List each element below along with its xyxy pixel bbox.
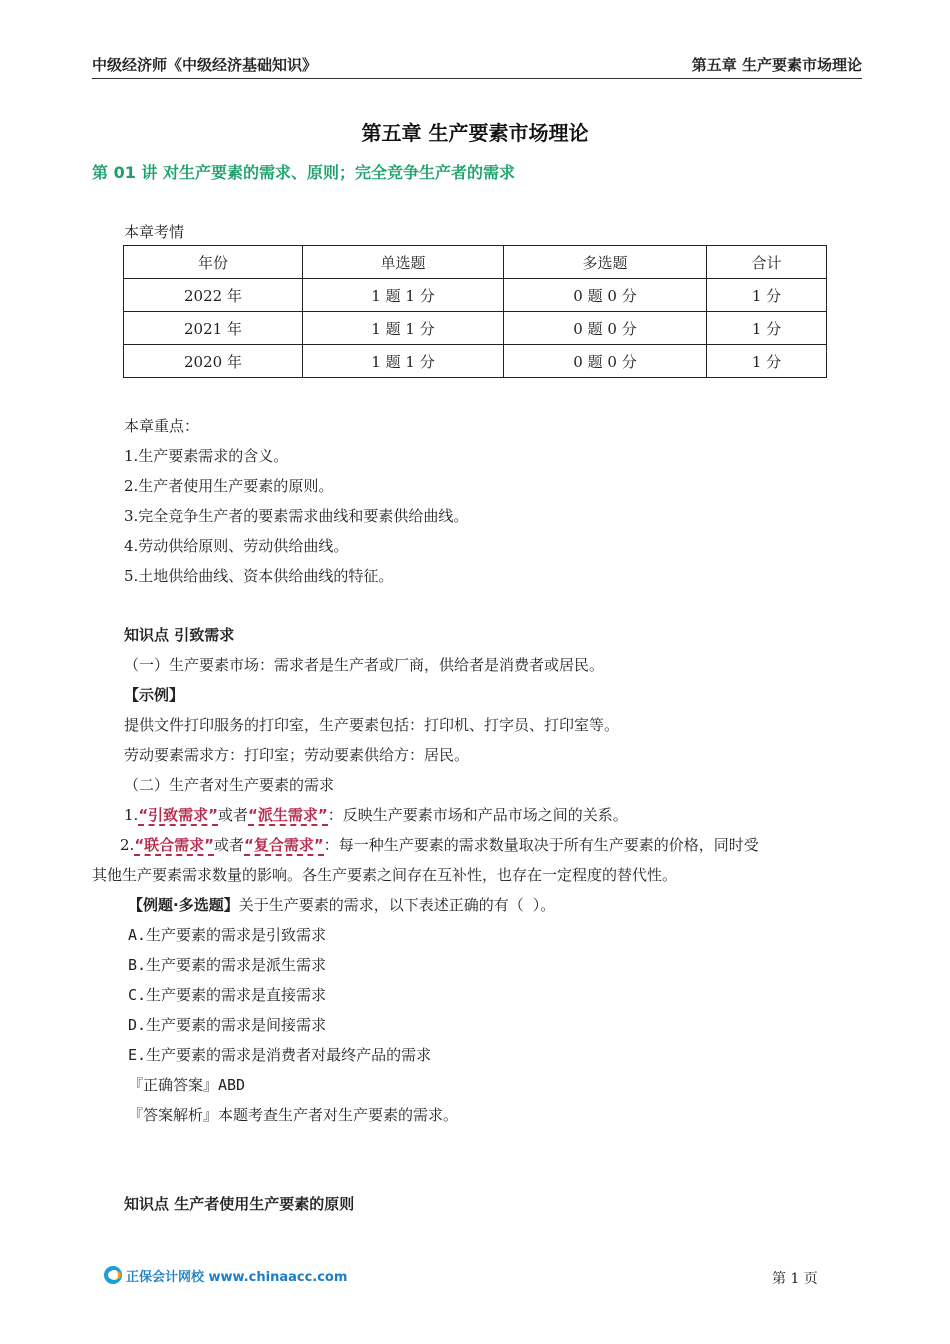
highlight-term: “派生需求” [248,806,328,824]
item-number: 1. [124,806,139,824]
item-number: 2. [120,836,135,854]
item-text: ：每一种生产要素的需求数量取决于所有生产要素的价格，同时受 [323,836,759,854]
table-header-cell: 合计 [707,246,827,279]
connector-text: 或者 [214,836,245,854]
key-points-label: 本章重点： [124,417,200,435]
paragraph: 提供文件打印服务的打印室，生产要素包括：打印机、打字员、打印室等。 [124,716,620,734]
table-cell: 1 分 [707,312,827,345]
question-text: 关于生产要素的需求，以下表述正确的有（ ）。 [238,896,556,914]
table-cell: 1 分 [707,279,827,312]
demand-item-1 [124,805,628,825]
connector-text: 或者 [218,806,249,824]
highlight-term: “联合需求” [134,836,215,854]
table-row [124,279,827,312]
paragraph: 劳动要素需求方：打印室；劳动要素供给方：居民。 [124,746,470,764]
key-point: 5.土地供给曲线、资本供给曲线的特征。 [124,567,394,585]
table-cell: 1 题 1 分 [303,279,504,312]
paragraph: （二）生产者对生产要素的需求 [124,776,335,794]
demand-item-2 [120,835,759,855]
table-cell: 2020 年 [124,345,303,378]
footer-logo[interactable] [104,1264,347,1286]
table-header-row [124,246,827,279]
page-header [92,52,862,79]
key-point: 2.生产者使用生产要素的原则。 [124,477,334,495]
question-option: B.生产要素的需求是派生需求 [128,956,327,974]
key-point: 3.完全竞争生产者的要素需求曲线和要素供给曲线。 [124,507,469,525]
header-chapter-title: 第五章 生产要素市场理论 [691,56,862,74]
table-row [124,312,827,345]
paragraph: （一）生产要素市场：需求者是生产者或厂商，供给者是消费者或居民。 [124,656,605,674]
exam-label: 本章考情 [124,223,185,241]
table-cell: 0 题 0 分 [504,279,707,312]
key-point: 4.劳动供给原则、劳动供给曲线。 [124,537,349,555]
question-tag: 【例题·多选题】 [128,896,239,914]
knowledge-point-heading: 知识点 引致需求 [124,626,235,644]
knowledge-point-heading: 知识点 生产者使用生产要素的原则 [124,1195,355,1213]
table-cell: 1 题 1 分 [303,312,504,345]
question-stem [128,895,555,915]
lecture-title: 第 01 讲 对生产要素的需求、原则；完全竞争生产者的需求 [92,163,515,182]
example-label: 【示例】 [124,686,185,704]
logo-text: 正保会计网校 www.chinaacc.com [126,1269,348,1285]
table-header-cell: 年份 [124,246,303,279]
exam-table [123,245,827,378]
correct-answer: 『正确答案』ABD [128,1076,246,1094]
table-cell: 0 题 0 分 [504,312,707,345]
item-text: ：反映生产要素市场和产品市场之间的关系。 [327,806,628,824]
page-number: 第 1 页 [772,1271,818,1287]
question-option: E.生产要素的需求是消费者对最终产品的需求 [128,1046,432,1064]
chapter-title: 第五章 生产要素市场理论 [361,121,589,145]
paragraph: 其他生产要素需求数量的影响。各生产要素之间存在互补性，也存在一定程度的替代性。 [92,866,678,884]
highlight-term: “引致需求” [138,806,219,824]
table-cell: 0 题 0 分 [504,345,707,378]
table-header-cell: 多选题 [504,246,707,279]
highlight-term: “复合需求” [244,836,324,854]
header-book-title: 中级经济师《中级经济基础知识》 [92,56,318,74]
logo-icon [104,1266,122,1284]
question-option: C.生产要素的需求是直接需求 [128,986,327,1004]
table-cell: 1 分 [707,345,827,378]
table-header-cell: 单选题 [303,246,504,279]
question-option: D.生产要素的需求是间接需求 [128,1016,327,1034]
key-point: 1.生产要素需求的含义。 [124,447,289,465]
question-option: A.生产要素的需求是引致需求 [128,926,327,944]
answer-analysis: 『答案解析』本题考查生产者对生产要素的需求。 [128,1106,459,1124]
table-cell: 1 题 1 分 [303,345,504,378]
table-row [124,345,827,378]
table-cell: 2021 年 [124,312,303,345]
table-cell: 2022 年 [124,279,303,312]
